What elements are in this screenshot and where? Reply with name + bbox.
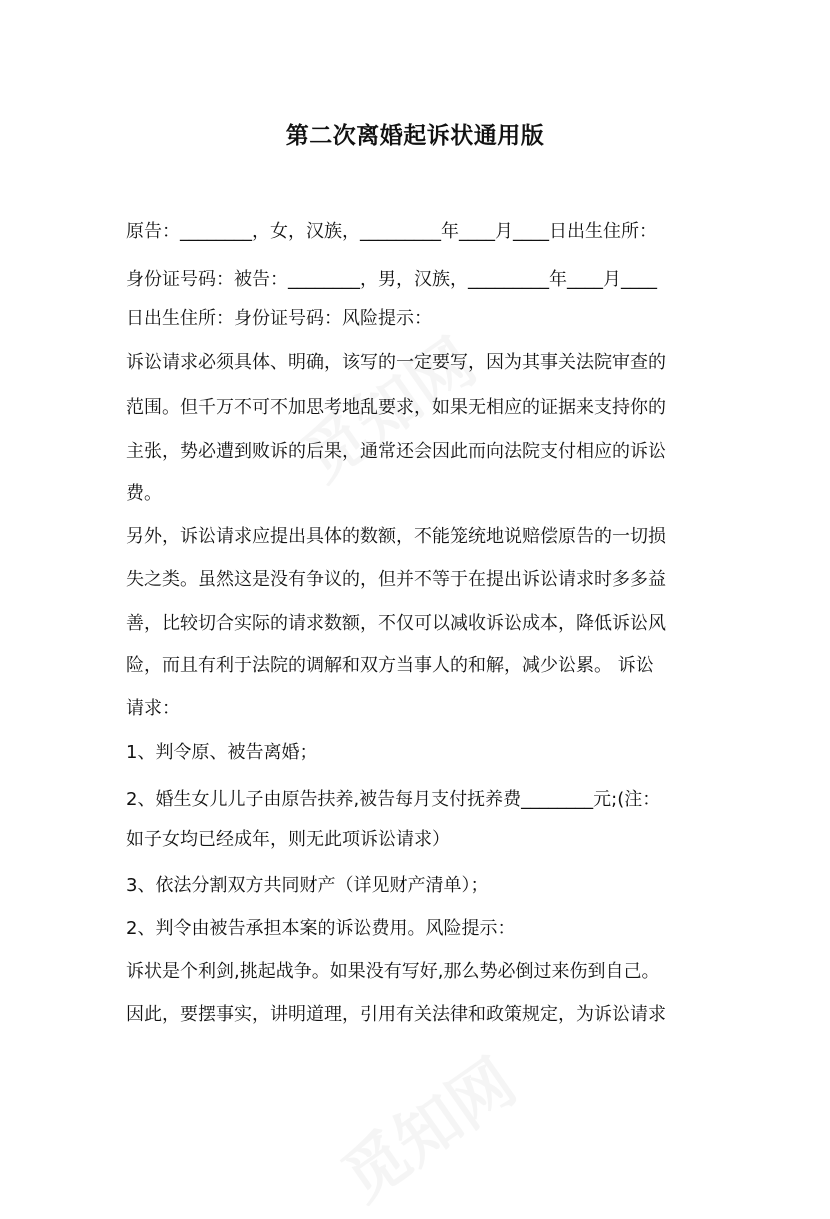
- text-line: 另外，诉讼请求应提出具体的数额，不能笼统地说赔偿原告的一切损: [126, 526, 666, 547]
- text-line: 2、判令由被告承担本案的诉讼费用。风险提示：: [126, 918, 516, 939]
- text-line: 日出生住所：身份证号码：风险提示：: [126, 308, 432, 329]
- text-line: 主张，势必遭到败诉的后果，通常还会因此而向法院支付相应的诉讼: [126, 441, 666, 462]
- text-line: 2、婚生女儿儿子由原告扶养,被告每月支付抚养费________元;(注：: [126, 789, 661, 810]
- text-line: 范围。但千万不可不加思考地乱要求，如果无相应的证据来支持你的: [126, 397, 666, 418]
- text-line: 如子女均已经成年，则无此项诉讼请求）: [126, 829, 450, 850]
- text-line: 诉讼请求必须具体、明确，该写的一定要写，因为其事关法院审查的: [126, 352, 666, 373]
- document-title: 第二次离婚起诉状通用版: [285, 123, 545, 149]
- text-line: 费。: [126, 483, 162, 504]
- text-line: 原告：________，女，汉族，_________年____月____日出生住所：: [126, 221, 657, 242]
- watermark: [321, 1033, 531, 1218]
- text-line: 险，而且有利于法院的调解和双方当事人的和解，减少讼累。 诉讼: [126, 655, 654, 676]
- text-line: 身份证号码：被告：________，男，汉族，_________年____月____: [126, 269, 657, 290]
- text-line: 失之类。虽然这是没有争议的，但并不等于在提出诉讼请求时多多益: [126, 569, 666, 590]
- text-line: 请求：: [126, 698, 180, 719]
- text-line: 善，比较切合实际的请求数额，不仅可以减收诉讼成本，降低诉讼风: [126, 613, 666, 634]
- text-line: 1、判令原、被告离婚；: [126, 742, 318, 763]
- text-line: 3、依法分割双方共同财产（详见财产清单）；: [126, 875, 489, 896]
- text-line: 诉状是个利剑,挑起战争。如果没有写好,那么势必倒过来伤到自己。: [126, 961, 660, 982]
- text-line: 因此，要摆事实，讲明道理，引用有关法律和政策规定，为诉讼请求: [126, 1004, 666, 1025]
